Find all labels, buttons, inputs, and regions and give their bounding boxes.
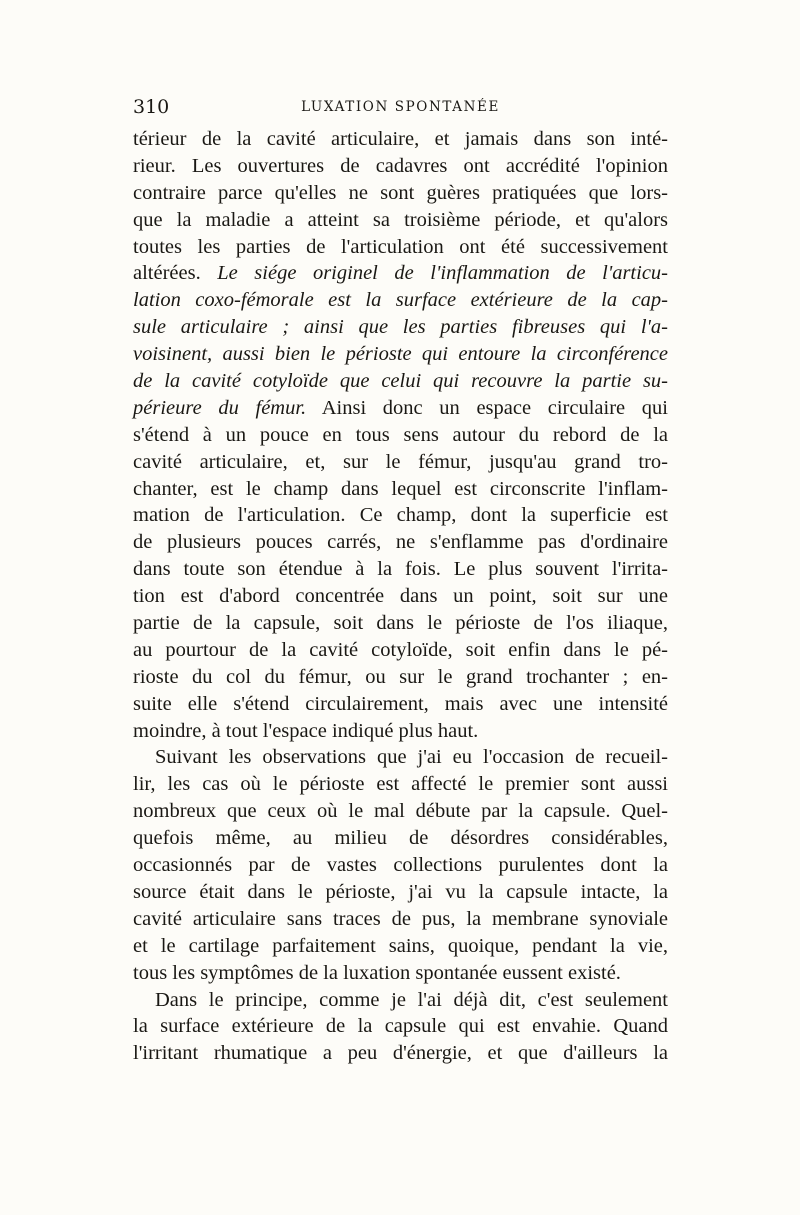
text-line: occasionnés par de vastes collections purulentes dont la <box>133 854 668 877</box>
italic-text: sule articulaire ; ainsi que les parties fibreuses qui l'a- <box>133 316 668 339</box>
text-line: dans toute son étendue à la fois. Le plus souvent l'irrita- <box>133 558 668 581</box>
page-number: 310 <box>133 96 170 118</box>
text-line: partie de la capsule, soit dans le périoste de l'os iliaque, <box>133 612 668 635</box>
text-line: rioste du col du fémur, ou sur le grand trochanter ; en- <box>133 665 668 688</box>
text-segment: Ainsi donc un espace circulaire qui <box>306 396 668 419</box>
italic-text: voisinent, aussi bien le périoste qui entoure la circonférence <box>133 343 668 366</box>
text-line: s'étend à un pouce en tous sens autour du rebord de la <box>133 423 668 446</box>
text-line: cavité articulaire, et, sur le fémur, jusqu'au grand tro- <box>133 450 668 473</box>
text-line: tous les symptômes de la luxation spontanée eussent existé. <box>133 961 621 984</box>
text-line: quefois même, au milieu de désordres considérables, <box>133 827 668 850</box>
text-line <box>133 260 668 287</box>
body-text <box>133 126 668 1067</box>
text-line: Dans le principe, comme je l'ai déjà dit, c'est seulement <box>155 988 668 1011</box>
text-line: térieur de la cavité articulaire, et jamais dans son inté- <box>133 128 668 150</box>
text-line: moindre, à tout l'espace indiqué plus haut. <box>133 719 479 742</box>
text-line: nombreux que ceux où le mal débute par la capsule. Quel- <box>133 800 668 823</box>
text-line: l'irritant rhumatique a peu d'énergie, et que d'ailleurs la <box>133 1042 668 1065</box>
italic-text: périeure du fémur. <box>133 396 307 419</box>
text-line: chanter, est le champ dans lequel est circonscrite l'inflam- <box>133 477 668 500</box>
text-line <box>133 314 668 341</box>
running-title: LUXATION SPONTANÉE <box>301 99 500 115</box>
text-line <box>133 395 668 422</box>
text-line: de plusieurs pouces carrés, ne s'enflamme pas d'ordinaire <box>133 531 668 554</box>
italic-text: de la cavité cotyloïde que celui qui recouvre la partie su- <box>133 370 668 393</box>
text-line: la surface extérieure de la capsule qui est envahie. Quand <box>133 1015 668 1038</box>
text-line: contraire parce qu'elles ne sont guères pratiquées que lors- <box>133 181 668 204</box>
text-line <box>133 341 668 368</box>
text-line: lir, les cas où le périoste est affecté le premier sont aussi <box>133 773 668 796</box>
text-line: cavité articulaire sans traces de pus, la membrane synoviale <box>133 907 668 930</box>
text-line: rieur. Les ouvertures de cadavres ont accrédité l'opinion <box>133 154 668 177</box>
text-line: mation de l'articulation. Ce champ, dont la superficie est <box>133 504 668 527</box>
text-line: au pourtour de la cavité cotyloïde, soit enfin dans le pé- <box>133 638 668 661</box>
text-line: source était dans le périoste, j'ai vu la capsule intacte, la <box>133 880 668 903</box>
text-line: que la maladie a atteint sa troisième période, et qu'alors <box>133 208 668 231</box>
text-line <box>133 368 668 395</box>
text-line: tion est d'abord concentrée dans un point, soit sur une <box>133 585 668 608</box>
running-head <box>133 96 668 120</box>
italic-text: lation coxo-fémorale est la surface extérieure de la cap- <box>133 289 668 312</box>
text-line: Suivant les observations que j'ai eu l'occasion de recueil- <box>155 746 668 769</box>
text-line <box>133 287 668 314</box>
text-line: et le cartilage parfaitement sains, quoique, pendant la vie, <box>133 934 668 957</box>
text-segment: altérées. <box>133 262 218 285</box>
text-line: suite elle s'étend circulairement, mais avec une intensité <box>133 692 668 715</box>
italic-text: Le siége originel de l'inflammation de l'articu- <box>217 262 669 285</box>
text-line: toutes les parties de l'articulation ont été successivement <box>133 235 668 258</box>
